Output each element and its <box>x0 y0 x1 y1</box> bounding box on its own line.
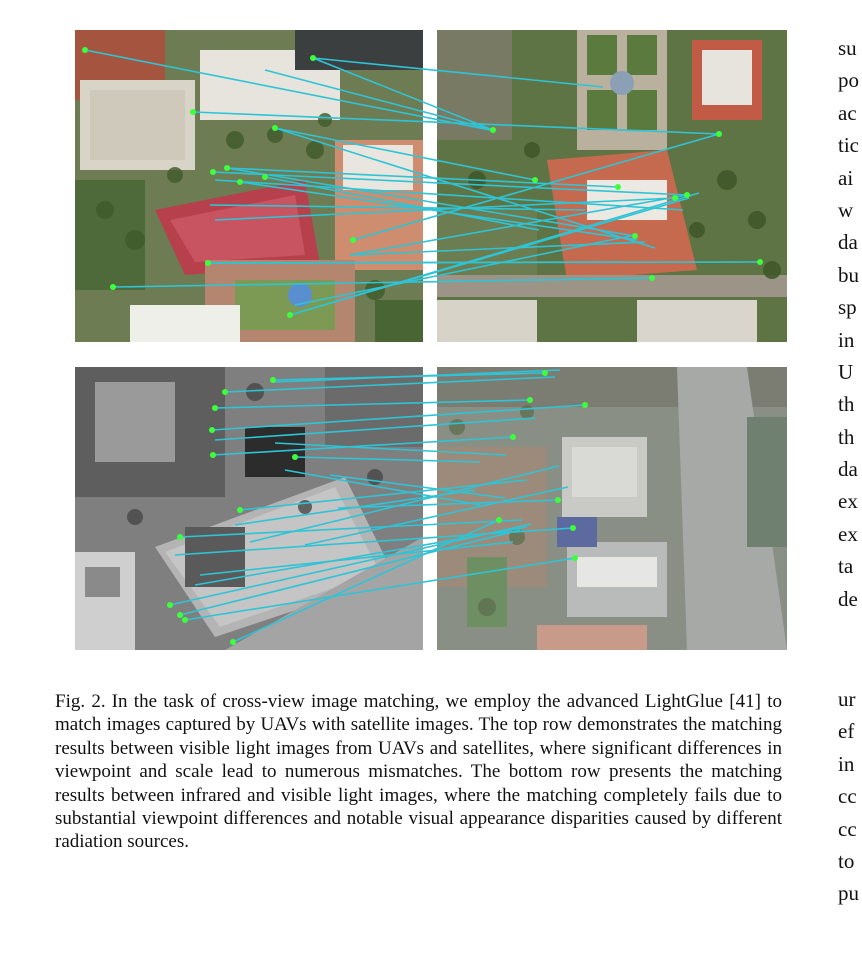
caption-text: In the task of cross-view image matching, we employ the advanced LightGlue [41] to match images captured by UAVs with satellite images. The top row demonstrates the matching results between visible light images from UAVs and satellites, where significant differences in viewpoint and scale lead to numerous mismatches. The bottom row presents the matching results between infrared and visible light images, where the matching completely fails due to substantial viewpoint differences and notable visual appearance disparities caused by different radiation sources. <box>55 691 782 853</box>
text-fragment: bu <box>838 262 859 287</box>
text-fragment: ac <box>838 100 857 125</box>
text-fragment: de <box>838 586 858 611</box>
satellite-visible-image-bottom <box>437 367 787 650</box>
text-fragment: U <box>838 359 854 384</box>
text-fragment: pu <box>838 881 859 906</box>
satellite-visible-image <box>437 30 787 342</box>
text-fragment: da <box>838 457 858 482</box>
uav-visible-image <box>75 30 423 342</box>
figure <box>75 30 787 650</box>
text-fragment: da <box>838 230 858 255</box>
text-fragment: w <box>838 197 854 222</box>
text-fragment: th <box>838 424 855 449</box>
text-fragment: ex <box>838 489 858 514</box>
text-fragment: cc <box>838 816 857 841</box>
text-fragment: th <box>838 392 855 417</box>
text-fragment: in <box>838 751 855 776</box>
text-fragment: ur <box>838 687 856 711</box>
right-column-text-top <box>838 32 862 615</box>
text-fragment: ef <box>838 719 855 744</box>
right-column-text-bottom <box>838 683 862 910</box>
text-fragment: sp <box>838 295 857 320</box>
text-fragment: cc <box>838 784 857 809</box>
uav-infrared-image <box>75 367 423 650</box>
figure-caption <box>55 690 782 854</box>
text-fragment: po <box>838 68 859 93</box>
text-fragment: tic <box>838 133 859 158</box>
text-fragment: ex <box>838 521 858 546</box>
text-fragment: in <box>838 327 855 352</box>
text-fragment: su <box>838 36 857 60</box>
text-fragment: ai <box>838 165 854 190</box>
text-fragment: ta <box>838 554 854 579</box>
caption-label: Fig. 2. <box>55 691 106 712</box>
text-fragment: to <box>838 848 855 873</box>
